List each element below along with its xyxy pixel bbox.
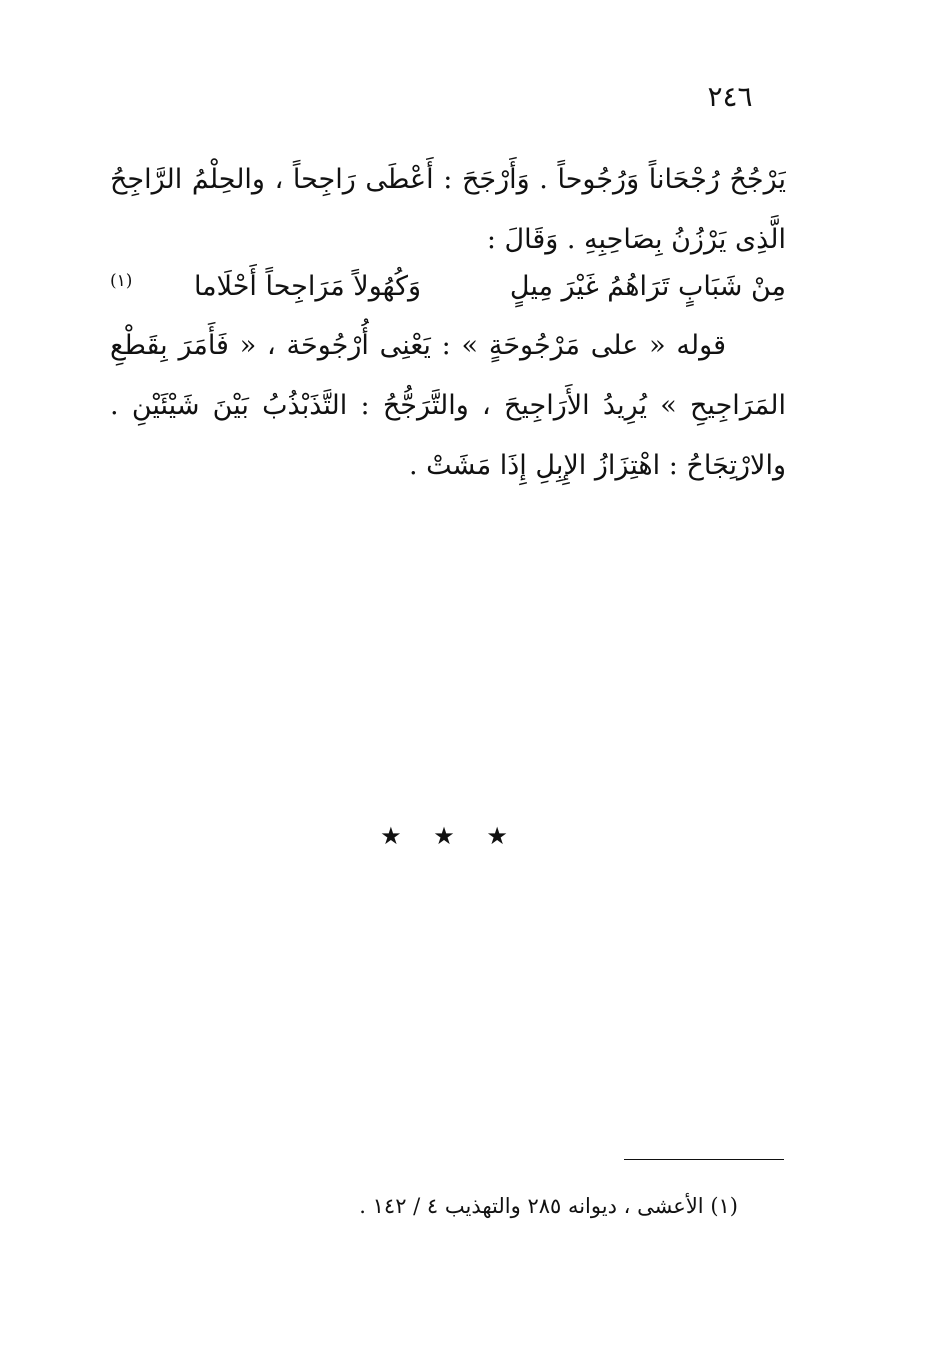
paragraph-2-line: قوله « على مَرْجُوحَةٍ » : يَعْنِى أُرْجُوحَة ، « فَأَمَرَ بِقَطْعِ — [110, 330, 726, 361]
paragraph-2 — [110, 316, 786, 496]
footnote-divider — [624, 1159, 784, 1160]
paragraph-2-line: والارْتِجَاحُ : اهْتِزَازُ الإِبِلِ إِذَا مَشَتْ . — [408, 450, 786, 481]
paragraph-2-line: المَرَاجِيحِ » يُرِيدُ الأَرَاجِيحَ ، والتَّرَجُّحُ : التَّذَبْذُبُ بَيْنَ شَيْئَيْنِ . — [110, 390, 786, 421]
paragraph-1-line: يَرْجُحُ رُجْحَاناً وَرُجُوحاً . وَأَرْجَحَ : أَعْطَى رَاجِحاً ، والحِلْمُ الرَّاجِحُ — [110, 164, 786, 195]
page-number: ٢٤٦ — [707, 80, 753, 113]
verse-second-hemistich: وَكُهُولاً مَرَاجِحاً أَحْلَاما — [193, 271, 421, 302]
verse-first-hemistich: مِنْ شَبَابٍ تَرَاهُمُ غَيْرَ مِيلٍ — [509, 271, 786, 302]
footnote-reference: (١) — [110, 271, 133, 291]
paragraph-1-line: الَّذِى يَرْزُنُ بِصَاحِبِهِ . وَقَالَ : — [486, 224, 786, 255]
paragraph-1 — [110, 150, 786, 270]
footnote: (١) الأعشى ، ديوانه ٢٨٥ والتهذيب ٤ / ١٤٢ . — [359, 1194, 738, 1218]
poetry-verse — [110, 262, 786, 312]
section-separator-stars: ★ ★ ★ — [380, 822, 520, 850]
